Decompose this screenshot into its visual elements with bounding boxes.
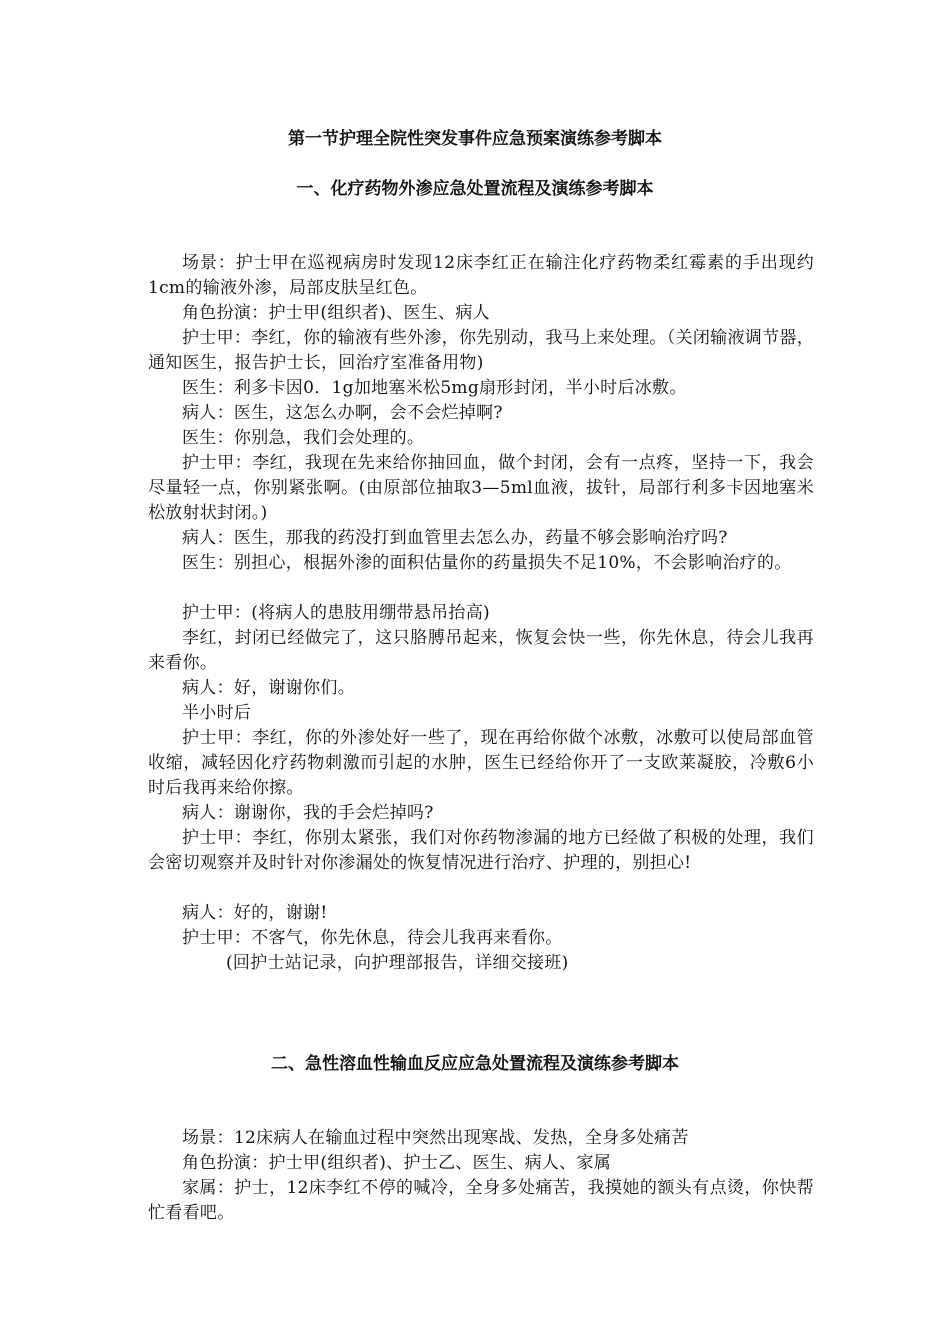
document-title: 第一节护理全院性突发事件应急预案演练参考脚本: [288, 129, 662, 149]
paragraph: (回护士站记录，向护理部报告，详细交接班): [226, 953, 569, 973]
paragraph: 护士甲：李红，我现在先来给你抽回血，做个封闭，会有一点疼，坚持一下，我会尽量轻一点，你别紧张啊。(由原部位抽取3—5ml血液，拔针，局部行利多卡因地塞米松放射状封闭。): [148, 453, 814, 524]
section1-heading: 一、化疗药物外渗应急处置流程及演练参考脚本: [296, 179, 654, 199]
paragraph: 角色扮演：护士甲(组织者)、医生、病人: [182, 303, 490, 323]
paragraph: 病人：好的，谢谢!: [182, 903, 328, 923]
paragraph: 护士甲：李红，你的输液有些外渗，你先别动，我马上来处理。（关闭输液调节器，通知医生，报告护士长，回治疗室准备用物): [148, 328, 814, 374]
paragraph: 医生：利多卡因0．1g加地塞米松5mg扇形封闭，半小时后冰敷。: [182, 378, 687, 398]
paragraph: 场景：12床病人在输血过程中突然出现寒战、发热，全身多处痛苦: [182, 1128, 689, 1148]
paragraph: 家属：护士，12床李红不停的喊冷，全身多处痛苦，我摸她的额头有点烫，你快帮忙看看吧。: [148, 1178, 814, 1224]
paragraph: 护士甲：(将病人的患肢用绷带悬吊抬高): [182, 603, 490, 623]
paragraph: 角色扮演：护士甲(组织者)、护士乙、医生、病人、家属: [182, 1153, 612, 1173]
paragraph: 半小时后: [182, 703, 252, 723]
section2-heading: 二、急性溶血性输血反应应急处置流程及演练参考脚本: [271, 1054, 679, 1074]
paragraph: 护士甲：李红，你的外渗处好一些了，现在再给你做个冰敷，冰敷可以使局部血管收缩，减轻因化疗药物刺激而引起的水肿，医生已经给你开了一支欧莱凝胶，冷敷6小时后我再来给你擦。: [148, 728, 814, 799]
paragraph: 护士甲：不客气，你先休息，待会儿我再来看你。: [182, 928, 563, 948]
paragraph: 病人：医生，那我的药没打到血管里去怎么办，药量不够会影响治疗吗?: [182, 528, 728, 548]
paragraph: 病人：谢谢你，我的手会烂掉吗?: [182, 803, 434, 823]
paragraph: 场景：护士甲在巡视病房时发现12床李红正在输注化疗药物柔红霉素的手出现约1cm的输液外渗，局部皮肤呈红色。: [148, 253, 814, 299]
paragraph: 李红，封闭已经做完了，这只胳膊吊起来，恢复会快一些，你先休息，待会儿我再来看你。: [148, 628, 814, 674]
paragraph: 病人：好，谢谢你们。: [182, 678, 355, 698]
paragraph: 病人：医生，这怎么办啊，会不会烂掉啊?: [182, 403, 503, 423]
paragraph: 医生：你别急，我们会处理的。: [182, 428, 425, 448]
paragraph: 医生：别担心，根据外渗的面积估量你的药量损失不足10%，不会影响治疗的。: [182, 553, 792, 573]
paragraph: 护士甲：李红，你别太紧张，我们对你药物渗漏的地方已经做了积极的处理，我们会密切观察并及时针对你渗漏处的恢复情况进行治疗、护理的，别担心!: [148, 828, 814, 874]
